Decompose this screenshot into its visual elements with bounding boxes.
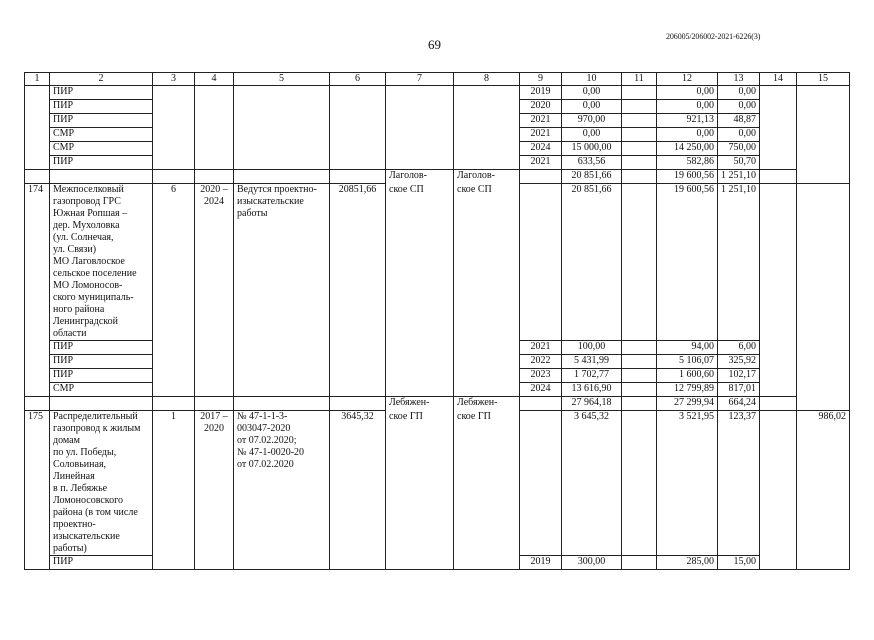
value-c10: 1 702,77 [562,369,622,383]
value-c11 [622,100,657,114]
cell-c8 [454,86,520,170]
value-c11 [622,142,657,156]
cell-c4 [195,170,234,184]
col-header: 6 [330,73,386,86]
col-header: 12 [657,73,718,86]
cell-c14 [760,184,797,397]
work-type-cell: СМР [50,128,153,142]
cell-c6: 20851,66 [330,184,386,397]
work-type-cell: ПИР [50,86,153,100]
cell-c15 [797,86,850,184]
cell-c7 [386,86,454,170]
value-c12: 0,00 [657,128,718,142]
value-c10: 13 616,90 [562,383,622,397]
value-c13: 1 251,10 [718,184,760,341]
cell-c5 [234,170,330,184]
cell-c14 [760,86,797,170]
value-c10: 15 000,00 [562,142,622,156]
locality-cell: ское ГП [454,411,520,570]
col-header: 1 [25,73,50,86]
value-c10: 20 851,66 [562,184,622,341]
value-c11 [622,170,657,184]
name-cell [50,170,153,184]
cell-c6 [330,397,386,411]
value-c11 [622,369,657,383]
value-c11 [622,383,657,397]
year-cell [520,411,562,556]
cell-c3: 6 [153,184,195,397]
locality-cell: Лебяжен- [454,397,520,411]
work-type-cell: ПИР [50,100,153,114]
value-c13: 50,70 [718,156,760,170]
year-cell [520,184,562,341]
locality-cell: Лебяжен- [386,397,454,411]
value-c11 [622,556,657,570]
total-c13: 1 251,10 [718,170,760,184]
year-cell: 2021 [520,128,562,142]
work-type-cell: ПИР [50,355,153,369]
locality-cell: Лаголов- [454,170,520,184]
year-cell [520,170,562,184]
num-cell [25,170,50,184]
value-c13: 0,00 [718,100,760,114]
value-c12: 14 250,00 [657,142,718,156]
value-c10: 0,00 [562,86,622,100]
total-c10: 20 851,66 [562,170,622,184]
cell-c4: 2020 – 2024 [195,184,234,397]
cell-c3 [153,86,195,170]
value-c13: 0,00 [718,128,760,142]
value-c11 [622,86,657,100]
item-number: 175 [25,411,50,570]
value-c13: 0,00 [718,86,760,100]
value-c11 [622,156,657,170]
year-cell: 2024 [520,142,562,156]
total-row [25,170,850,184]
col-header: 4 [195,73,234,86]
value-c13: 750,00 [718,142,760,156]
value-c11 [622,355,657,369]
cell-c15: 986,02 [797,411,850,570]
cell-c6: 3645,32 [330,411,386,570]
year-cell: 2021 [520,156,562,170]
value-c12: 0,00 [657,86,718,100]
col-header: 11 [622,73,657,86]
value-c12: 0,00 [657,100,718,114]
col-header: 3 [153,73,195,86]
value-c12: 921,13 [657,114,718,128]
value-c11 [622,128,657,142]
cell-c3 [153,397,195,411]
document-code: 206005/206002-2021-6226(3) [666,32,761,41]
year-cell: 2019 [520,86,562,100]
cell-c4 [195,86,234,170]
cell-c5 [234,397,330,411]
value-c10: 970,00 [562,114,622,128]
value-c13: 15,00 [718,556,760,570]
value-c10: 5 431,99 [562,355,622,369]
value-c12: 1 600,60 [657,369,718,383]
year-cell: 2021 [520,114,562,128]
work-type-cell: СМР [50,142,153,156]
num-cell [25,86,50,170]
value-c11 [622,184,657,341]
work-type-cell: ПИР [50,556,153,570]
cell-c14 [760,411,797,570]
col-header: 7 [386,73,454,86]
year-cell [520,397,562,411]
col-header: 14 [760,73,797,86]
value-c12: 94,00 [657,341,718,355]
value-c13: 325,92 [718,355,760,369]
value-c12: 5 106,07 [657,355,718,369]
year-cell: 2019 [520,556,562,570]
item-name: Межпоселковый газопровод ГРС Южная Ропшая – дер. Мухоловка (ул. Солнечая, ул. Связи) МО Лаговлоское сельское поселение МО Ломоносов- ского муниципаль- ного района Ленинградской области [50,184,153,341]
page-number: 69 [428,37,441,52]
value-c12: 3 521,95 [657,411,718,556]
col-header: 2 [50,73,153,86]
table-body [25,73,850,570]
cell-c5: Ведутся проектно- изыскательские работы [234,184,330,397]
col-header: 8 [454,73,520,86]
value-c10: 0,00 [562,128,622,142]
col-header: 5 [234,73,330,86]
cell-c3: 1 [153,411,195,570]
num-cell [25,397,50,411]
cell-c5: № 47-1-1-3- 003047-2020 от 07.02.2020; № 47-1-0020-20 от 07.02.2020 [234,411,330,570]
value-c13: 817,01 [718,383,760,397]
value-c10: 0,00 [562,100,622,114]
value-c13: 48,87 [718,114,760,128]
total-row [25,397,850,411]
item-name: Распределительный газопровод к жилым домам по ул. Победы, Соловьиная, Линейная в п. Лебяжье Ломоносовского района (в том числе проектно- изыскательские работы) [50,411,153,556]
value-c13: 6,00 [718,341,760,355]
year-cell: 2021 [520,341,562,355]
cell-c5 [234,86,330,170]
item-row-174 [25,184,850,341]
locality-cell: ское СП [454,184,520,397]
header-row [25,73,850,86]
cell-c3 [153,170,195,184]
work-type-cell: ПИР [50,341,153,355]
cell-c14 [760,170,797,184]
year-cell: 2022 [520,355,562,369]
value-c10: 300,00 [562,556,622,570]
locality-cell: ское ГП [386,411,454,570]
col-header: 10 [562,73,622,86]
total-c12: 19 600,56 [657,170,718,184]
value-c10: 633,56 [562,156,622,170]
value-c10: 100,00 [562,341,622,355]
locality-cell: Лаголов- [386,170,454,184]
data-table [24,72,850,570]
value-c11 [622,411,657,556]
cell-c4: 2017 – 2020 [195,411,234,570]
value-c10: 3 645,32 [562,411,622,556]
item-number: 174 [25,184,50,397]
value-c11 [622,114,657,128]
total-c13: 664,24 [718,397,760,411]
year-cell: 2024 [520,383,562,397]
total-c10: 27 964,18 [562,397,622,411]
name-cell [50,397,153,411]
work-type-cell: СМР [50,383,153,397]
year-cell: 2023 [520,369,562,383]
cell-c6 [330,86,386,170]
year-cell: 2020 [520,100,562,114]
value-c11 [622,341,657,355]
total-c12: 27 299,94 [657,397,718,411]
cell-c4 [195,397,234,411]
work-type-cell: ПИР [50,369,153,383]
value-c12: 582,86 [657,156,718,170]
table-row [25,86,850,100]
value-c13: 123,37 [718,411,760,556]
cell-c15 [797,184,850,411]
locality-cell: ское СП [386,184,454,397]
item-row-175 [25,411,850,556]
value-c12: 19 600,56 [657,184,718,341]
col-header: 15 [797,73,850,86]
value-c12: 285,00 [657,556,718,570]
value-c12: 12 799,89 [657,383,718,397]
col-header: 13 [718,73,760,86]
work-type-cell: ПИР [50,156,153,170]
value-c11 [622,397,657,411]
cell-c14 [760,397,797,411]
col-header: 9 [520,73,562,86]
cell-c6 [330,170,386,184]
work-type-cell: ПИР [50,114,153,128]
value-c13: 102,17 [718,369,760,383]
